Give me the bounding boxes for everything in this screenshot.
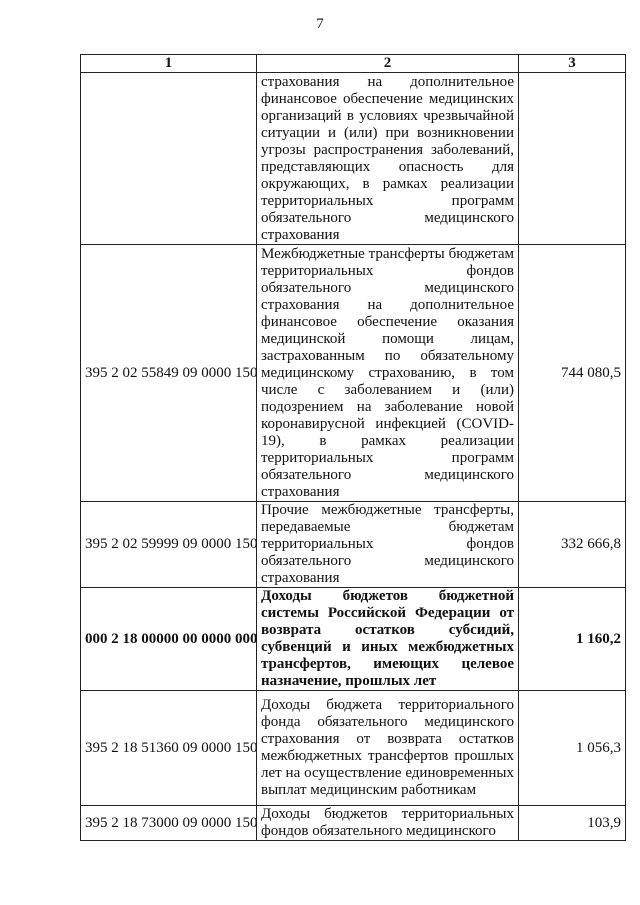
table-header-row <box>81 55 626 73</box>
table-row <box>81 502 626 588</box>
table-row <box>81 691 626 806</box>
table-row <box>81 806 626 841</box>
budget-code-cell: 000 2 18 00000 00 0000 000 <box>81 588 257 691</box>
amount-cell <box>519 73 626 245</box>
amount-cell: 1 056,3 <box>519 691 626 806</box>
budget-code-cell <box>81 73 257 245</box>
table-row <box>81 245 626 502</box>
budget-code-cell: 395 2 18 73000 09 0000 150 <box>81 806 257 841</box>
budget-code-cell: 395 2 02 59999 09 0000 150 <box>81 502 257 588</box>
income-name-cell: Доходы бюджета территориального фонда обязательного медицинского страхования от возврата остатков межбюджетных трансфертов прошлых лет на осуществление единовременных выплат медицинским работникам <box>257 691 519 806</box>
amount-cell: 103,9 <box>519 806 626 841</box>
page-number: 7 <box>316 16 324 32</box>
income-name-cell: Доходы бюджетов территориальных фондов обязательного медицинского <box>257 806 519 841</box>
amount-cell: 744 080,5 <box>519 245 626 502</box>
income-name-cell: страхования на дополнительное финансовое обеспечение медицинских организаций в условиях чрезвычайной ситуации и (или) при возникновении угрозы распространения заболеваний, представляющих опасность для окружающих, в рамках реализации территориальных программ обязательного медицинского страхования <box>257 73 519 245</box>
income-name-cell: Доходы бюджетов бюджетной системы Российской Федерации от возврата остатков субсидий, субвенций и иных межбюджетных трансфертов, имеющих целевое назначение, прошлых лет <box>257 588 519 691</box>
column-header-3: 3 <box>519 55 626 73</box>
income-name-cell: Межбюджетные трансферты бюджетам территориальных фондов обязательного медицинского страхования на дополнительное финансовое обеспечение оказания медицинской помощи лицам, застрахованным по обязательному медицинскому страхованию, в том числе с заболеванием и (или) подозрением на заболевание новой коронавирусной инфекцией (COVID-19), в рамках реализации территориальных программ обязательного медицинского страхования <box>257 245 519 502</box>
table-row <box>81 588 626 691</box>
column-header-2: 2 <box>257 55 519 73</box>
budget-code-cell: 395 2 18 51360 09 0000 150 <box>81 691 257 806</box>
budget-code-cell: 395 2 02 55849 09 0000 150 <box>81 245 257 502</box>
column-header-1: 1 <box>81 55 257 73</box>
table-row <box>81 73 626 245</box>
budget-income-table <box>80 54 626 841</box>
income-name-cell: Прочие межбюджетные трансферты, передаваемые бюджетам территориальных фондов обязательного медицинского страхования <box>257 502 519 588</box>
amount-cell: 332 666,8 <box>519 502 626 588</box>
amount-cell: 1 160,2 <box>519 588 626 691</box>
